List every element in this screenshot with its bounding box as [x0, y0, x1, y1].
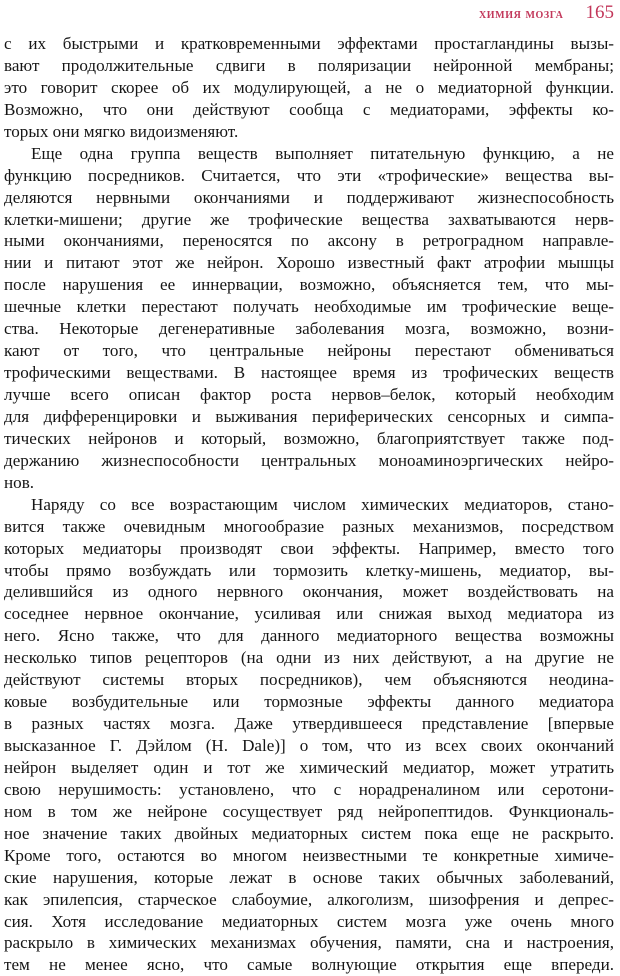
- text-line: нов.: [4, 472, 35, 492]
- text-line: ное значение таких двойных медиаторных систем пока еще не раскрыто.: [4, 823, 614, 843]
- text-line: в разных частях мозга. Даже утвердившееся представление [впервые: [4, 714, 614, 734]
- text-line: Возможно, что они действуют сообща с медиаторами, эффекты ко-: [4, 99, 614, 119]
- text-line: шечные клетки перестают получать необходимые им трофические веще-: [4, 297, 614, 317]
- text-line: трофическими веществами. В настоящее время из трофических веществ: [4, 363, 614, 383]
- page-number: 165: [585, 2, 614, 23]
- text-line: которых медиаторы производят свои эффекты. Например, вместо того: [4, 538, 614, 558]
- text-line: лучше всего описан фактор роста нервов–белок, который необходим: [4, 385, 614, 404]
- paragraph: [4, 33, 614, 143]
- text-line: ном в том же нейроне сосуществует ряд нейропептидов. Функциональ-: [4, 801, 614, 821]
- text-line: деляются нервными окончаниями и поддерживают жизнеспособность: [4, 187, 614, 207]
- paragraph: [4, 143, 614, 494]
- text-line: соседнее нервное окончание, усиливая или снижая выход медиатора из: [4, 604, 614, 624]
- text-line: свою нерушимость: установлено, что с норадреналином или серотони-: [4, 779, 614, 799]
- text-line: делившийся из одного нервного окончания, может воздействовать на: [4, 582, 614, 602]
- text-line: с их быстрыми и кратковременными эффектами простагландины вызы-: [4, 34, 614, 53]
- text-line: него. Ясно также, что для данного медиаторного вещества возможны: [4, 626, 614, 646]
- paragraph: [4, 494, 614, 976]
- text-line: кают от того, что центральные нейроны перестают обмениваться: [4, 341, 614, 361]
- text-line: это говорит скорее об их модулирующей, а не о медиаторной функции.: [4, 77, 614, 97]
- text-line: после нарушения ее иннервации, возможно, объясняется тем, что мы-: [4, 275, 614, 295]
- text-line: нии и питают этот же нейрон. Хорошо известный факт атрофии мышцы: [4, 253, 614, 273]
- text-line: торых они мягко видоизменяют.: [4, 121, 239, 141]
- running-title: химия мозга: [478, 7, 564, 22]
- text-line: ковые возбудительные или тормозные эффекты данного медиатора: [4, 692, 614, 712]
- text-line: Наряду со все возрастающим числом химических медиаторов, стано-: [31, 494, 614, 514]
- text-line: вают продолжительные сдвиги в поляризации нейронной мембраны;: [4, 55, 614, 75]
- text-line: чтобы прямо возбуждать или тормозить клетку-мишень, медиатор, вы-: [4, 560, 614, 580]
- text-line: Еще одна группа веществ выполняет питательную функцию, а не: [31, 143, 614, 163]
- text-line: для дифференцировки и выживания периферических сенсорных и симпа-: [4, 406, 614, 426]
- text-line: раскрыло в химических механизмах обучения, памяти, сна и настроения,: [4, 933, 614, 953]
- text-line: ские нарушения, которые лежат в основе таких обычных заболеваний,: [4, 867, 614, 887]
- running-head: [479, 2, 614, 24]
- text-line: функцию посредников. Считается, что эти «трофические» вещества вы-: [4, 165, 614, 185]
- text-line: как эпилепсия, старческое слабоумие, алкоголизм, шизофрения и депрес-: [4, 889, 614, 909]
- text-line: вится также очевидным многообразие разных механизмов, посредством: [4, 516, 614, 536]
- text-line: высказанное Г. Дэйлом (H. Dale)] о том, что из всех своих окончаний: [4, 736, 614, 755]
- text-line: действуют системы вторых посредников), чем объясняются неодина-: [4, 670, 614, 690]
- text-line: несколько типов рецепторов (на одни из них действуют, а на другие не: [4, 648, 614, 668]
- text-line: держанию жизнеспособности центральных моноаминоэргических нейро-: [4, 450, 614, 470]
- body-text: [4, 33, 614, 976]
- text-line: тических нейронов и который, возможно, благоприятствует также под-: [4, 428, 614, 448]
- text-line: ства. Некоторые дегенеративные заболевания мозга, возможно, возни-: [4, 319, 614, 339]
- text-line: тем не менее ясно, что самые волнующие открытия еще впереди.: [4, 955, 614, 975]
- text-line: сия. Хотя исследование медиаторных систем мозга уже очень много: [4, 911, 614, 931]
- text-line: ными окончаниями, переносятся по аксону в ретроградном направле-: [4, 231, 614, 251]
- text-line: нейрон выделяет один и тот же химический медиатор, может утратить: [4, 757, 614, 777]
- text-line: Кроме того, остаются во многом неизвестными те конкретные химиче-: [4, 845, 614, 865]
- text-line: клетки-мишени; другие же трофические вещества захватываются нерв-: [4, 209, 614, 229]
